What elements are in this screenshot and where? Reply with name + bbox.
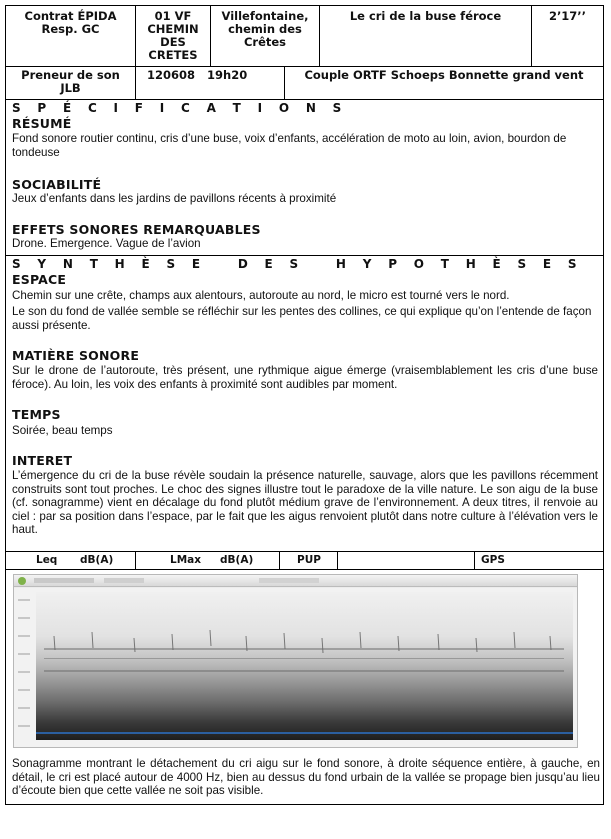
contract-resp: Resp. GC [41,22,100,36]
equipment-cell [284,66,604,100]
espace-text-1: Chemin sur une crête, champs aux alentours, autoroute au nord, le micro est tourné vers le nord. [12,289,510,302]
sociabilite-title: SOCIABILITÉ [12,177,102,192]
effets-text: Drone. Emergence. Vague de l’avion [12,237,201,250]
toolbar-title [259,578,319,583]
recording-title: Le cri de la buse féroce [349,9,502,23]
matiere-title: MATIÈRE SONORE [12,348,140,363]
leq-cell [5,551,136,570]
lmax-label: LMax [170,554,201,566]
operator-name: JLB [60,81,81,95]
resume-text: Fond sonore routier continu, cris d’une buse, voix d’enfants, accélération de moto au loin, avion, bourdon de tondeuse [12,132,567,159]
sonagram-section [5,569,604,805]
recording-equipment: Couple ORTF Schoeps Bonnette grand vent [304,68,584,82]
synthese-section [5,255,604,552]
lmax-unit: dB(A) [220,554,254,566]
recording-date: 120608 [147,68,196,82]
interet-text: L’émergence du cri de la buse révèle soudain la présence naturelle, sauvage, alors que les pavillons récemment construits sont tout proches. Le choc des signes illustre tout le paradoxe de la ville nature. Le son aigu de la buse (cf. sonagramme) vient en décalage du fond plutôt médium grave de l’environnement. A deux titres, il renvoie au ciel : par sa position dans l’espace, par le fait que les aigus renvoient plutôt dans notre culture à l’élévation vers le haut. [12,469,598,537]
lmax-cell [135,551,280,570]
place-cell [210,5,320,67]
toolbar-controls [34,578,94,583]
espace-text-2: Le son du fond de vallée semble se réfléchir sur les pentes des collines, ce qui explique qu’on l’entende de façon aussi présente. [12,305,592,332]
operator-role: Preneur de son [21,68,120,82]
synthese-heading: S Y N T H È S E D E S H Y P O T H È S E S [12,257,583,271]
effets-title: EFFETS SONORES REMARQUABLES [12,222,261,237]
sonagram-caption: Sonagramme montrant le détachement du cri aigu sur le fond sonore, à droite séquence entière, à gauche, en détail, le cri est placé autour de 4000 Hz, bien au dessus du fond urbain de la vallée se propage bien jusqu’au lieu d’écoute bien que cette vallée ne soit pas visible. [12,757,600,798]
leq-unit: dB(A) [80,554,114,566]
pup-label: PUP [297,554,321,566]
temps-title: TEMPS [12,407,61,422]
temps-text: Soirée, beau temps [12,424,113,437]
interet-title: INTERET [12,453,73,468]
record-icon [18,577,26,585]
specifications-heading: S P É C I F I C A T I O N S [12,101,348,115]
sociabilite-text: Jeux d’enfants dans les jardins de pavillons récents à proximité [12,192,337,205]
specifications-section [5,99,604,256]
gps-label: GPS [481,554,505,566]
blank-cell [337,551,475,570]
title-cell [319,5,532,67]
toolbar-menu [104,578,144,583]
matiere-text: Sur le drone de l’autoroute, très présent, une rythmique aigue émerge (vraisemblablement les cris d’une buse féroce). Au loin, les voix des enfants à proximité sont audibles par moment. [12,364,598,391]
resume-title: RÉSUMÉ [12,116,72,131]
operator-cell [5,66,136,100]
contract-cell [5,5,136,67]
pup-cell [279,551,338,570]
contract-name: Contrat ÉPIDA [24,9,117,23]
espace-title: ESPACE [12,272,67,287]
recording-duration: 2’17’’ [548,9,587,23]
gps-cell [474,551,604,570]
duration-cell [531,5,604,67]
spectrogram-image [14,588,577,747]
leq-label: Leq [36,554,58,566]
sonagram-toolbar [14,575,577,587]
sonagram-window [13,574,578,748]
recording-time: 19h20 [207,68,248,82]
recording-place: Villefontaine, chemin des Crêtes [221,9,309,49]
recording-code: 01 VF CHEMIN DES CRETES [147,9,199,62]
datetime-cell [135,66,285,100]
code-cell [135,5,211,67]
